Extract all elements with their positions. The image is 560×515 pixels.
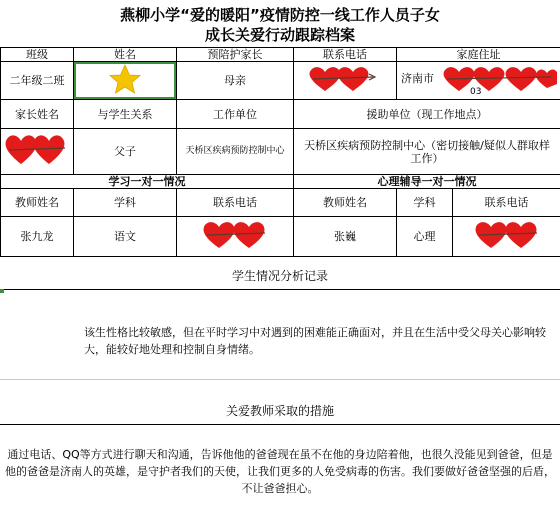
psych-subject-value[interactable]: 心理 — [397, 217, 453, 257]
study-teacher-value[interactable]: 张九龙 — [1, 217, 74, 257]
analysis-body[interactable]: 该生性格比较敏感，但在平时学习中对遇到的困难能正确面对，并且在生活中受父母关心影响较大，能较好地处理和控制自身情绪。 — [84, 326, 546, 356]
parent-name-cell[interactable] — [1, 129, 74, 175]
study-subject-value[interactable]: 语文 — [74, 217, 177, 257]
analysis-title: 学生情况分析记录 — [231, 269, 328, 283]
relation-value[interactable]: 父子 — [74, 129, 177, 175]
psych-teacher-name-label: 教师姓名 — [294, 189, 397, 217]
address-partial: 济南市 — [401, 72, 434, 85]
aid-unit-label: 援助单位（现工作地点） — [294, 100, 560, 129]
study-phone-label: 联系电话 — [177, 189, 294, 217]
measures-title: 关爱教师采取的措施 — [225, 404, 334, 418]
heart-sticker-icon — [199, 219, 271, 251]
work-unit-label: 工作单位 — [177, 100, 294, 129]
address-label: 家庭住址 — [397, 48, 560, 62]
relation-label: 与学生关系 — [74, 100, 177, 129]
heart-sticker-icon — [3, 132, 71, 168]
address-value-cell[interactable] — [397, 62, 560, 100]
heart-sticker-icon — [437, 64, 557, 94]
parent-name-label: 家长姓名 — [1, 100, 74, 129]
psych-subject-label: 学科 — [397, 189, 453, 217]
star-sticker-icon — [105, 62, 145, 96]
psych-teacher-value[interactable]: 张巍 — [294, 217, 397, 257]
heart-sticker-icon — [305, 64, 385, 94]
divider — [0, 424, 560, 425]
records-area — [0, 256, 560, 515]
psych-phone-label: 联系电话 — [453, 189, 560, 217]
name-label: 姓名 — [74, 48, 177, 62]
psych-section-title: 心理辅导一对一情况 — [294, 175, 560, 189]
psych-phone-cell[interactable] — [453, 217, 560, 257]
student-name-cell[interactable] — [74, 62, 177, 100]
document-title-line1: 燕柳小学“爱的暖阳”疫情防控一线工作人员子女 — [120, 6, 440, 24]
student-info-table — [0, 47, 560, 257]
study-subject-label: 学科 — [74, 189, 177, 217]
measures-body[interactable]: 通过电话、QQ等方式进行聊天和沟通，告诉他他的爸爸现在虽不在他的身边陪着他，也很久没能见到爸爸，但是他的爸爸是济南人的英雄，是守护者我们的天使，让我们更多的人免受病毒的伤害。我们要做好爸爸坚强的后盾，不让爸爸担心。 — [5, 448, 555, 495]
class-label: 班级 — [1, 48, 74, 62]
guardian-value[interactable]: 母亲 — [177, 62, 294, 100]
cell-corner-marker — [0, 289, 4, 293]
aid-unit-value[interactable]: 天桥区疾病预防控制中心（密切接触/疑似人群取样工作） — [294, 129, 560, 175]
phone-value-cell[interactable] — [294, 62, 397, 100]
guardian-label: 预陪护家长 — [177, 48, 294, 62]
study-section-title: 学习一对一情况 — [1, 175, 294, 189]
phone-label: 联系电话 — [294, 48, 397, 62]
address-suffix: 03 — [470, 87, 482, 97]
study-phone-cell[interactable] — [177, 217, 294, 257]
divider — [0, 379, 560, 380]
divider — [0, 289, 560, 290]
study-teacher-name-label: 教师姓名 — [1, 189, 74, 217]
class-value[interactable]: 二年级二班 — [1, 62, 74, 100]
document-title-line2: 成长关爱行动跟踪档案 — [204, 26, 355, 44]
work-unit-value[interactable]: 天桥区疾病预防控制中心 — [177, 129, 294, 175]
heart-sticker-icon — [471, 219, 543, 251]
